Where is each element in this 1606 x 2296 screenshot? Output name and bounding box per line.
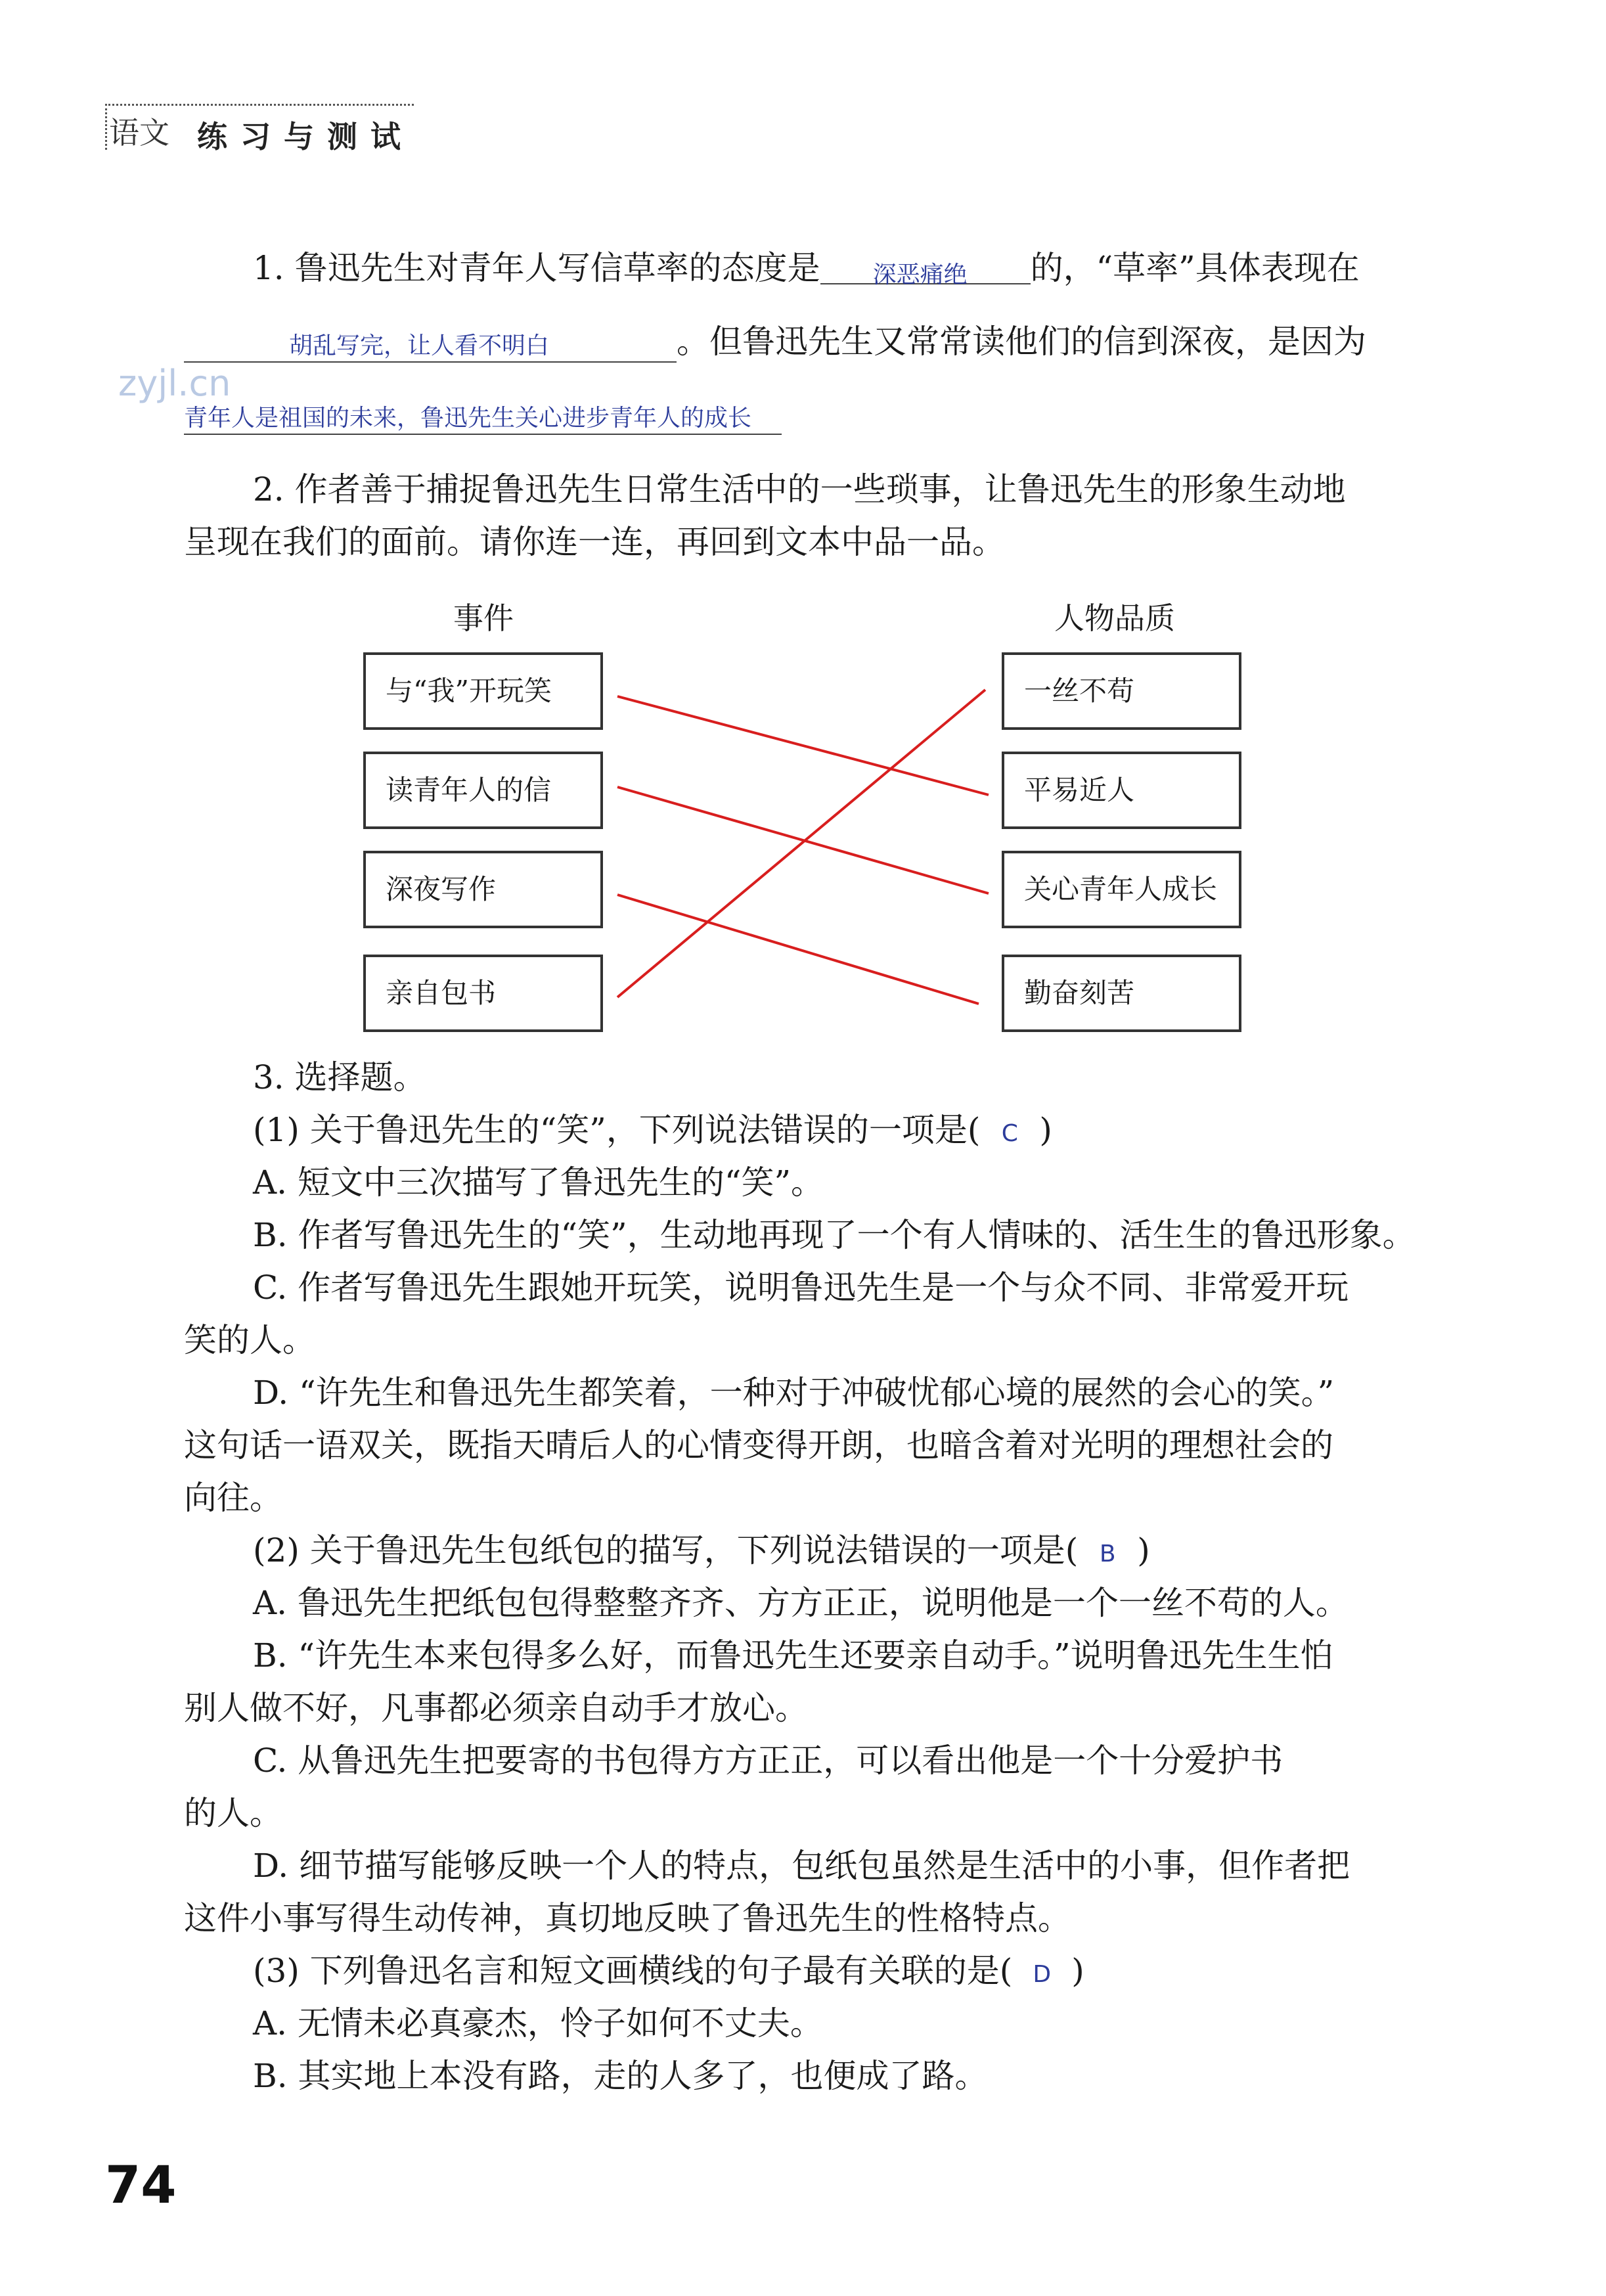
q3-2-stem-line [253,1524,1150,1581]
events-title: 事件 [453,600,514,636]
q1-answer1: 深恶痛绝 [872,261,968,288]
q3-2-answer: B [1099,1541,1116,1567]
q1-text2: 的，“草率”具体表现在 [1030,249,1360,287]
q3-1-option-d2: 这句话一语双关，既指天晴后人的心情变得开朗，也暗含着对光明的理想社会的 [184,1426,1333,1464]
quality-box-2: 平易近人 [1002,752,1241,829]
q1-text3: 。但鲁迅先生又常常读他们的信到深夜，是因为 [677,323,1366,361]
q3-2-close: ) [1137,1531,1150,1569]
q3-3-close: ) [1071,1952,1084,1990]
q3-1-stem: (1) 关于鲁迅先生的“笑”，下列说法错误的一项是( [253,1111,981,1149]
match-line-night-diligent [617,895,979,1004]
event-box-2: 读青年人的信 [363,752,603,829]
q3-2-option-b1: B. “许先生本来包得多么好，而鲁迅先生还要亲自动手。”说明鲁迅先生生怕 [253,1636,1333,1675]
quality-box-4: 勤奋刻苦 [1002,955,1241,1032]
q3-2-option-d1: D. 细节描写能够反映一个人的特点，包纸包虽然是生活中的小事，但作者把 [253,1847,1350,1885]
q3-3-stem-line [253,1945,1084,2001]
q1-answer2: 胡乱写完，让人看不明白 [289,332,550,359]
q3-title: 3. 选择题。 [253,1058,426,1096]
q2-line1: 2. 作者善于捕捉鲁迅先生日常生活中的一些琐事，让鲁迅先生的形象生动地 [253,470,1346,508]
page-number: 74 [105,2156,177,2215]
q3-1-option-d1: D. “许先生和鲁迅先生都笑着，一种对于冲破忧郁心境的展然的会心的笑。” [253,1374,1335,1412]
q3-2-option-a: A. 鲁迅先生把纸包包得整整齐齐、方方正正，说明他是一个一丝不苟的人。 [253,1584,1349,1622]
q3-1-option-c1: C. 作者写鲁迅先生跟她开玩笑，说明鲁迅先生是一个与众不同、非常爱开玩 [253,1269,1349,1307]
q2-line2: 呈现在我们的面前。请你连一连，再回到文本中品一品。 [184,523,1005,561]
header-series: 练习与测试 [197,119,414,154]
q1-answer3: 青年人是祖国的未来，鲁迅先生关心进步青年人的成长 [184,405,752,432]
q3-2-option-d2: 这件小事写得生动传神，真切地反映了鲁迅先生的性格特点。 [184,1899,1071,1937]
q3-1-option-b: B. 作者写鲁迅先生的“笑”，生动地再现了一个有人情味的、活生生的鲁迅形象。 [253,1216,1416,1254]
event-box-1: 与“我”开玩笑 [363,652,603,730]
q3-2-option-c1: C. 从鲁迅先生把要寄的书包得方方正正，可以看出他是一个十分爱护书 [253,1742,1283,1780]
header-subject: 语文 [109,115,169,150]
q3-1-option-c2: 笑的人。 [184,1321,315,1359]
q1-text1: 1. 鲁迅先生对青年人写信草率的态度是 [253,249,820,287]
q3-1-close: ) [1039,1111,1052,1149]
q3-1-option-a: A. 短文中三次描写了鲁迅先生的“笑”。 [253,1163,824,1202]
q3-3-option-b: B. 其实地上本没有路，走的人多了，也便成了路。 [253,2057,988,2095]
q3-1-option-d3: 向往。 [184,1479,282,1517]
event-box-4: 亲自包书 [363,955,603,1032]
watermark: zyjl.cn [118,363,231,404]
match-line-letters-youth [617,787,989,893]
q3-2-option-c2: 的人。 [184,1794,282,1832]
match-line-joke-approachable [617,696,989,795]
q3-2-stem: (2) 关于鲁迅先生包纸包的描写，下列说法错误的一项是( [253,1531,1079,1569]
qualities-title: 人物品质 [1054,600,1175,636]
q3-2-option-b2: 别人做不好，凡事都必须亲自动手才放心。 [184,1689,808,1727]
q3-3-stem: (3) 下列鲁迅名言和短文画横线的句子最有关联的是( [253,1952,1013,1990]
q3-3-answer: D [1033,1961,1052,1988]
q3-1-answer: C [1001,1120,1018,1147]
quality-box-1: 一丝不苟 [1002,652,1241,730]
quality-box-3: 关心青年人成长 [1002,851,1241,928]
event-box-3: 深夜写作 [363,851,603,928]
q3-3-option-a: A. 无情未必真豪杰，怜子如何不丈夫。 [253,2004,823,2042]
q3-1-stem-line [253,1104,1052,1160]
